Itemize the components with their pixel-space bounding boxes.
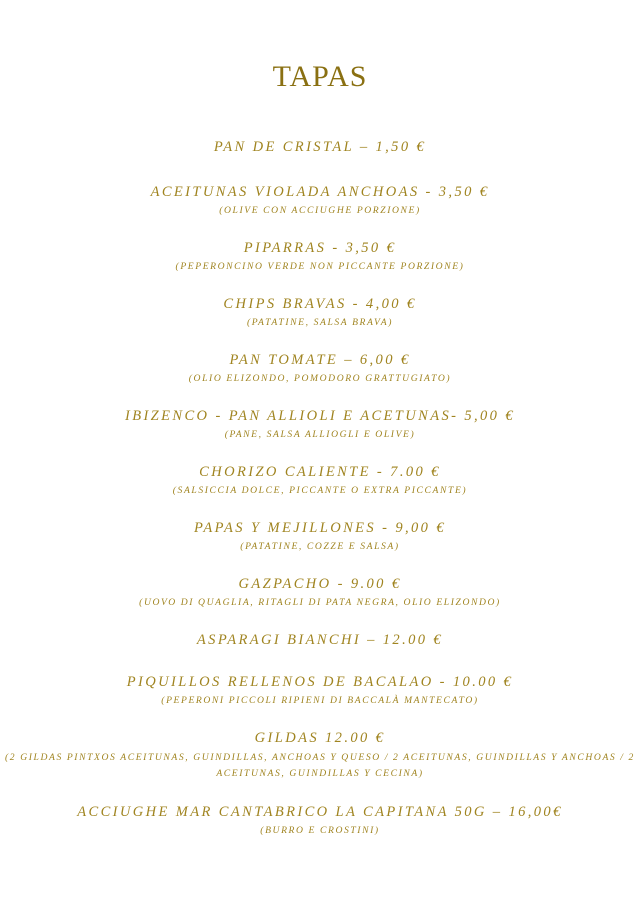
menu-item-name: ASPARAGI BIANCHI – 12.00 €: [196, 632, 444, 648]
menu-item-name: IBIZENCO - PAN ALLIOLI E ACETUNAS- 5,00 €: [124, 408, 516, 424]
menu-item-name: PIQUILLOS RELLENOS DE BACALAO - 10.00 €: [126, 674, 514, 690]
menu-list: [0, 135, 640, 838]
menu-item-description: (UOVO DI QUAGLIA, RITAGLI DI PATA NEGRA, OLIO ELIZONDO): [139, 597, 501, 608]
menu-item-name: CHORIZO CALIENTE - 7.00 €: [199, 464, 441, 480]
menu-item: [0, 800, 640, 838]
menu-item: [0, 180, 640, 218]
menu-item-name: GAZPACHO - 9.00 €: [238, 576, 402, 592]
menu-item: [0, 670, 640, 708]
menu-item: [0, 404, 640, 442]
menu-item-name: CHIPS BRAVAS - 4,00 €: [223, 296, 417, 312]
menu-item-name: ACEITUNAS VIOLADA ANCHOAS - 3,50 €: [150, 184, 490, 200]
menu-item: [0, 236, 640, 274]
menu-item: [0, 628, 640, 652]
menu-item: [0, 348, 640, 386]
menu-item-name: GILDAS 12.00 €: [254, 730, 386, 746]
menu-item-description: (PANE, SALSA ALLIOGLI E OLIVE): [224, 429, 416, 440]
menu-item-name: PIPARRAS - 3,50 €: [243, 240, 397, 256]
menu-item-name: PAPAS Y MEJILLONES - 9,00 €: [194, 520, 446, 536]
menu-item-description: (SALSICCIA DOLCE, PICCANTE O EXTRA PICCANTE): [172, 485, 468, 496]
menu-item: [0, 726, 640, 782]
menu-item-name: PAN TOMATE – 6,00 €: [229, 352, 411, 368]
menu-item-description: (2 GILDAS PINTXOS ACEITUNAS, GUINDILLAS, ANCHOAS Y QUESO / 2 ACEITUNAS, GUINDILLAS Y ANCHOAS / 2 ACEITUNAS, GUINDILLAS Y CECINA): [5, 752, 635, 779]
menu-item-description: (BURRO E CROSTINI): [260, 825, 380, 836]
menu-item-name: ACCIUGHE MAR CANTABRICO LA CAPITANA 50G – 16,00€: [77, 804, 563, 820]
menu-item: [0, 460, 640, 498]
menu-item-name: PAN DE CRISTAL – 1,50 €: [213, 139, 427, 155]
menu-item: [0, 292, 640, 330]
menu-item-description: (PEPERONCINO VERDE NON PICCANTE PORZIONE): [175, 261, 465, 272]
menu-item-description: (OLIO ELIZONDO, POMODORO GRATTUGIATO): [188, 373, 452, 384]
menu-item-description: (PEPERONI PICCOLI RIPIENI DI BACCALÀ MANTECATO): [161, 695, 479, 706]
menu-item-description: (PATATINE, SALSA BRAVA): [246, 317, 393, 328]
menu-item-description: (PATATINE, COZZE E SALSA): [240, 541, 400, 552]
menu-item: [0, 135, 640, 159]
menu-item-description: (OLIVE CON ACCIUGHE PORZIONE): [219, 205, 421, 216]
menu-item: [0, 516, 640, 554]
menu-item: [0, 572, 640, 610]
menu-title: TAPAS: [272, 60, 368, 93]
